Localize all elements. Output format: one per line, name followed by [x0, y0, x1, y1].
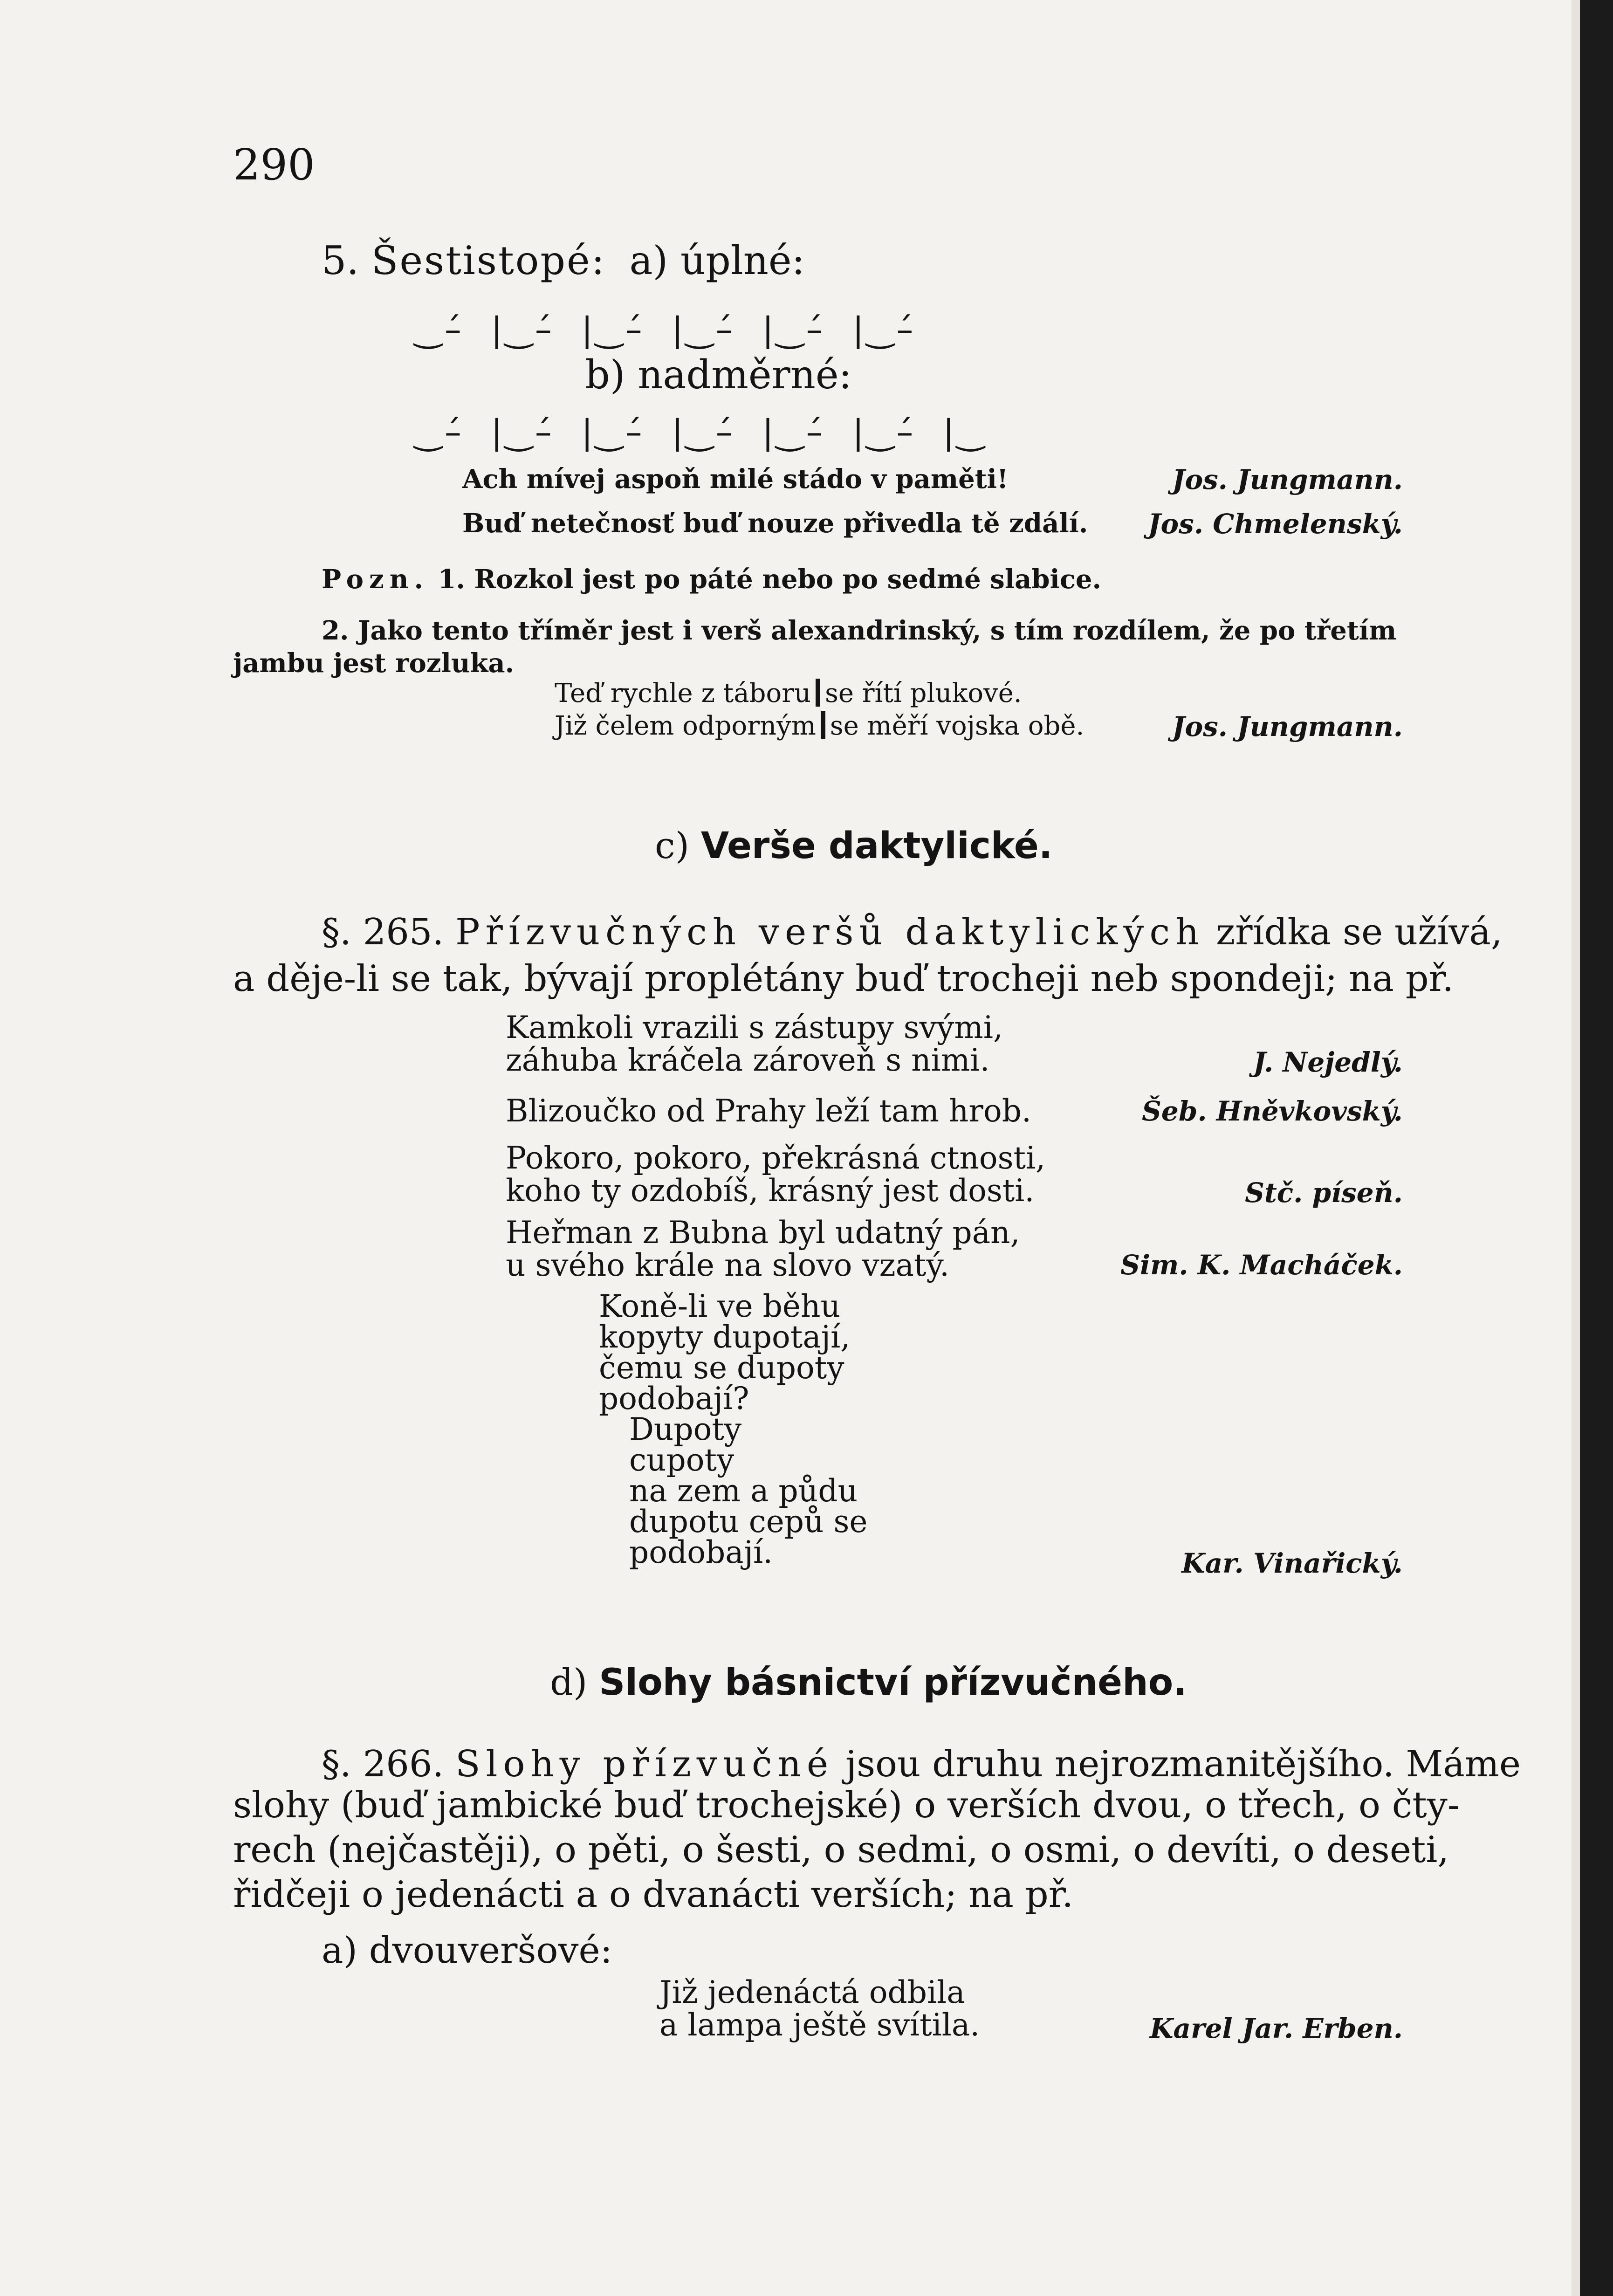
poem-stanza	[506, 1217, 1020, 1282]
page-edge-light	[1572, 0, 1581, 2296]
poem-line: Dupoty	[629, 1411, 742, 1447]
poem-line: cupoty	[629, 1442, 734, 1478]
para-line: řidčeji o jedenácti a o dvanácti verších; na př.	[233, 1874, 1074, 1916]
poem-line: na zem a půdu	[629, 1473, 858, 1509]
poem-line: Blizoučko od Prahy leží tam hrob.	[506, 1093, 1031, 1129]
example-author: Jos. Chmelenský.	[1148, 508, 1403, 540]
para-266-body	[233, 1783, 1460, 1917]
example-author: Jos. Jungmann.	[1172, 464, 1403, 495]
poem-line: Kamkoli vrazili s zástupy svými,	[506, 1010, 1003, 1045]
para-265-line1: §. 265. Přízvučných veršů daktylických zřídka se užívá,	[322, 911, 1503, 953]
example-line: Buď netečnosť buď nouze přivedla tě zdálí.	[462, 508, 1088, 539]
poem-stanza	[659, 1976, 980, 2042]
poem-line: záhuba kráčela zároveň s nimi.	[506, 1042, 990, 1078]
page-number: 290	[233, 140, 315, 190]
note-2-line1: 2. Jako tento tříměr jest i verš alexandrinský, s tím rozdílem, že po třetím	[322, 615, 1397, 646]
caesura-example-line: Již čelem odporným se měří vojska obě.	[555, 711, 1084, 741]
example-line: Ach mívej aspoň milé stádo v paměti!	[462, 464, 1009, 495]
note-2-line2: jambu jest rozluka.	[233, 648, 515, 679]
meter-pattern-b: ‿–́ |‿–́ |‿–́ |‿–́ |‿–́ |‿–́ |‿	[415, 412, 987, 452]
poem-line: Již jedenáctá odbila	[659, 1974, 965, 2010]
example-author: Jos. Jungmann.	[1172, 711, 1403, 742]
caesura-example-line: Teď rychle z táboru se řítí plukové.	[555, 678, 1022, 708]
poem-line: podobají.	[629, 1534, 773, 1570]
page-edge-shadow	[1580, 0, 1613, 2296]
poem-stanza	[629, 1411, 868, 1570]
para-line: slohy (buď jambické buď trochejské) o verších dvou, o třech, o čty-	[233, 1784, 1460, 1826]
section-d-title: d) Slohy básnictví přízvučného.	[550, 1662, 1187, 1704]
note-1: Pozn. 1. Rozkol jest po páté nebo po sedmé slabice.	[322, 564, 1102, 595]
sec5-heading: 5. Šestistopé: a) úplné:	[322, 238, 805, 283]
caesura-mark	[816, 679, 820, 707]
para-266-line1: §. 266. Slohy přízvučné jsou druhu nejrozmanitějšího. Máme	[322, 1743, 1521, 1785]
para-265-line2: a děje-li se tak, bývají proplétány buď trocheji neb spondeji; na př.	[233, 958, 1454, 1000]
poem-line: Heřman z Bubna byl udatný pán,	[506, 1215, 1020, 1251]
caesura-mark	[821, 711, 825, 739]
poem-line: Pokoro, pokoro, překrásná ctnosti,	[506, 1140, 1046, 1176]
para-line: rech (nejčastěji), o pěti, o šesti, o sedmi, o osmi, o devíti, o deseti,	[233, 1829, 1449, 1871]
poem-author: Kar. Vinařický.	[1181, 1547, 1403, 1579]
poem-author: Sim. K. Macháček.	[1120, 1249, 1403, 1281]
poem-line: čemu se dupoty	[599, 1350, 844, 1386]
poem-stanza	[599, 1288, 851, 1416]
poem-line: a lampa ještě svítila.	[659, 2007, 980, 2043]
poem-stanza	[506, 1011, 1003, 1077]
sub-a-heading: a) dvouveršové:	[322, 1930, 612, 1972]
meter-pattern-a: ‿–́ |‿–́ |‿–́ |‿–́ |‿–́ |‿–́	[415, 310, 916, 349]
poem-author: Stč. píseň.	[1245, 1177, 1403, 1209]
poem-stanza	[506, 1142, 1045, 1207]
poem-line: Koně-li ve běhu	[599, 1288, 840, 1324]
poem-line: u svého krále na slovo vzatý.	[506, 1247, 949, 1283]
poem-line: kopyty dupotají,	[599, 1319, 851, 1355]
poem-author: Šeb. Hněvkovský.	[1142, 1095, 1403, 1127]
poem-author: Karel Jar. Erben.	[1150, 2013, 1403, 2044]
section-c-title: c) Verše daktylické.	[655, 825, 1053, 867]
poem-line: podobají?	[599, 1381, 749, 1416]
poem-line: dupotu cepů se	[629, 1504, 868, 1540]
poem-line: koho ty ozdobíš, krásný jest dosti.	[506, 1173, 1035, 1209]
poem-author: J. Nejedlý.	[1253, 1046, 1403, 1078]
sec5-sub-b: b) nadměrné:	[585, 352, 852, 398]
